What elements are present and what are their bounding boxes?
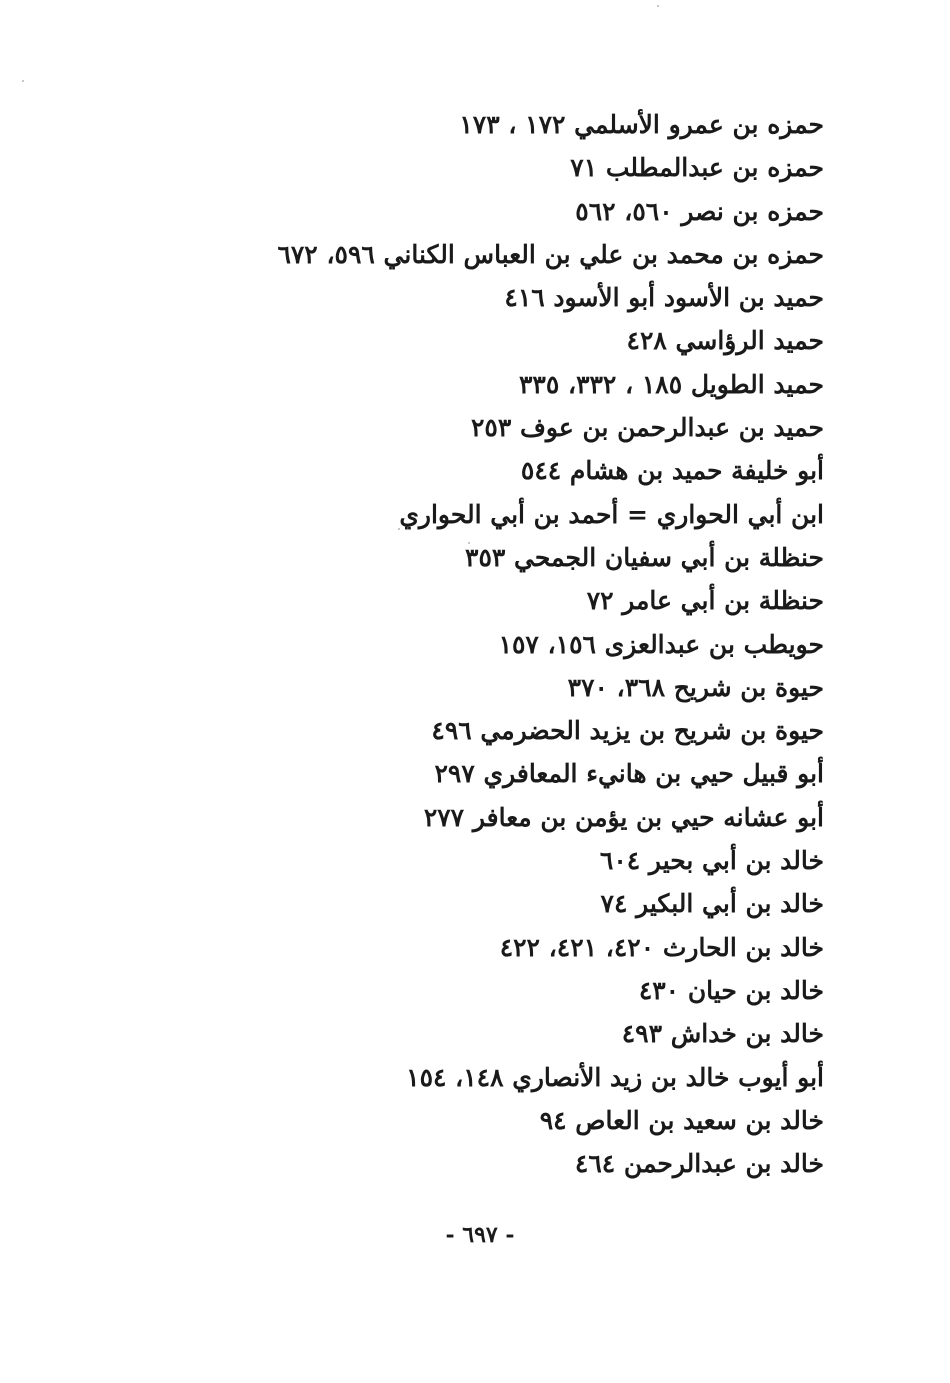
index-entries [277,103,824,1185]
index-entry: حيوة بن شريح ٣٦٨، ٣٧٠ [567,672,824,702]
index-entry: ابن أبي الحواري = أحمد بن أبي الحواري [399,499,824,529]
index-entry: خالد بن سعيد بن العاص ٩٤ [539,1105,824,1135]
page-number: - ٦٩٧ - [445,1222,515,1248]
index-entry: أبو عشانه حيي بن يؤمن بن معافر ٢٧٧ [423,802,824,832]
index-entry: حميد بن عبدالرحمن بن عوف ٢٥٣ [471,413,824,443]
index-entry: حنظلة بن أبي عامر ٧٢ [586,586,824,616]
index-entry: خالد بن خداش ٤٩٣ [621,1019,824,1049]
index-entry: حمزه بن عمرو الأسلمي ١٧٢ ، ١٧٣ [459,110,824,139]
scan-speck [22,80,24,82]
index-entry: خالد بن أبي بحير ٦٠٤ [599,846,824,876]
index-entry: حويطب بن عبدالعزى ١٥٦، ١٥٧ [498,629,824,659]
index-entry: خالد بن عبدالرحمن ٤٦٤ [574,1149,824,1179]
index-entry: خالد بن حيان ٤٣٠ [638,975,824,1005]
index-entry: أبو أيوب خالد بن زيد الأنصاري ١٤٨، ١٥٤ [406,1062,824,1092]
index-entry: حميد الرؤاسي ٤٢٨ [626,326,824,356]
index-entry: حميد الطويل ١٨٥ ، ٣٣٢، ٣٣٥ [518,369,824,399]
index-entry: حيوة بن شريح بن يزيد الحضرمي ٤٩٦ [431,716,824,746]
index-entry: حمزه بن محمد بن علي بن العباس الكناني ٥٩٦، ٦٧٢ [277,239,824,269]
index-entry: خالد بن أبي البكير ٧٤ [600,889,824,919]
index-entry: خالد بن الحارث ٤٢٠، ٤٢١، ٤٢٢ [499,932,824,962]
index-entry: حمزه بن نصر ٥٦٠، ٥٦٢ [575,196,824,226]
index-entry: أبو قبيل حيي بن هانيء المعافري ٢٩٧ [434,759,824,789]
index-entry: أبو خليفة حميد بن هشام ٥٤٤ [520,456,824,486]
scan-speck [657,5,659,7]
index-entry: حمزه بن عبدالمطلب ٧١ [570,153,824,183]
index-entry: حميد بن الأسود أبو الأسود ٤١٦ [504,283,824,313]
index-entry: حنظلة بن أبي سفيان الجمحي ٣٥٣ [465,542,824,572]
